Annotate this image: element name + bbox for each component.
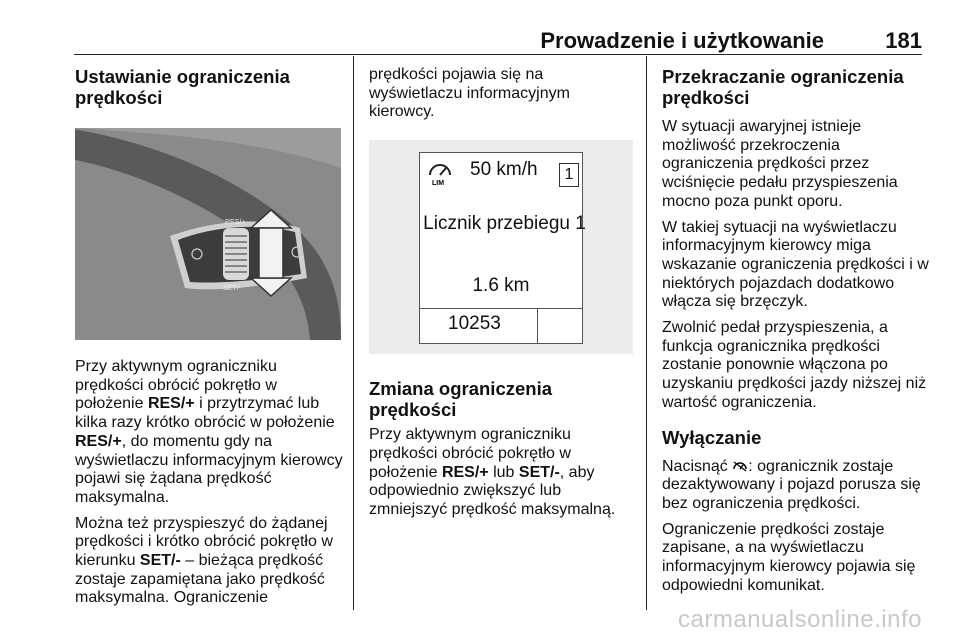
- paragraph-deactivate: Nacisnąć : ogranicznik zostaje dezaktywowany i pojazd porusza się bez ograniczenia prędkości.: [662, 457, 921, 512]
- paragraph-exceed-3: Zwolnić pedał przyspieszenia, a funkcja ogranicznika prędkości zostanie ponownie włączona po uzyskaniu prędkości jazdy niższej niż wartość ograniczenia.: [662, 319, 927, 411]
- column-3: [662, 66, 932, 602]
- paragraph-exceed-2: W takiej sytuacji na wyświetlaczu informacyjnym kierowcy miga wskazanie ograniczenia prędkości i w niektórych pojazdach dodatkowo włącza się brzęczyk.: [662, 218, 929, 311]
- section-heading-set-limit: Ustawianie ograniczenia prędkości: [75, 66, 290, 108]
- display-panel: [419, 152, 586, 344]
- odometer-row: [420, 308, 582, 343]
- column-2: [369, 66, 637, 527]
- watermark: carmanualsonline.info: [678, 606, 922, 633]
- paragraph-stored: Ograniczenie prędkości zostaje zapisane, a na wyświetlaczu informacyjnym kierowcy pojawia się odpowiedni komunikat.: [662, 520, 916, 594]
- paragraph-exceed-1: W sytuacji awaryjnej istnieje możliwość przekroczenia ograniczenia prędkości przez wciśnięcie pedału przyspieszenia mocno poza punkt oporu.: [662, 118, 898, 210]
- section-heading-change-limit: Zmiana ograniczenia prędkości: [369, 378, 552, 421]
- res-label: RES/+: [225, 219, 246, 226]
- set-label: SET/-: [223, 285, 241, 292]
- section-heading-deactivation: Wyłączanie: [662, 426, 762, 448]
- paragraph-set-2: Można też przyspieszyć do żądanej prędkości i krótko obrócić pokrętło w kierunku SET/- – bieżąca prędkość zostaje zapamiętana jako prędkość maksymalna. Ograniczenie: [75, 514, 333, 607]
- steering-wheel-illustration: [75, 128, 341, 340]
- odometer-divider: [537, 309, 538, 343]
- lim-label: LIM: [432, 180, 445, 188]
- header-title: Prowadzenie i użytkowanie: [540, 28, 824, 53]
- display-page-tab: 1: [559, 163, 579, 187]
- paragraph-continued: prędkości pojawia się na wyświetlaczu informacyjnym kierowcy.: [369, 66, 570, 121]
- column-1: [75, 66, 347, 615]
- column-divider-2: [646, 56, 647, 610]
- section-heading-exceeding: Przekraczanie ograniczenia prędkości: [662, 66, 904, 108]
- trip-value: 1.6 km: [472, 275, 530, 297]
- limiter-cancel-icon: [732, 460, 748, 472]
- paragraph-change: Przy aktywnym ograniczniku prędkości obrócić pokrętło w położenie RES/+ lub SET/-, aby odpowiednio zwiększyć lub zmniejszyć prędkość maksymalną.: [369, 426, 616, 518]
- header-divider: [74, 54, 922, 55]
- speed-limiter-icon: [426, 159, 454, 187]
- speed-limit-value: 50 km/h: [470, 159, 538, 181]
- column-divider-1: [353, 56, 354, 610]
- driver-info-display-illustration: [369, 140, 633, 354]
- odometer-value: 10253: [448, 313, 501, 335]
- trip-label: Licznik przebiegu 1: [423, 213, 586, 235]
- page-number: 181: [885, 28, 922, 53]
- paragraph-set-1: Przy aktywnym ograniczniku prędkości obrócić pokrętło w położenie RES/+ i przytrzymać lub kilka razy krótko obrócić w położenie RES/+, do momentu gdy na wyświetlaczu informacyjnym kierowcy pojawi się żądana prędkość maksymalna.: [75, 358, 343, 506]
